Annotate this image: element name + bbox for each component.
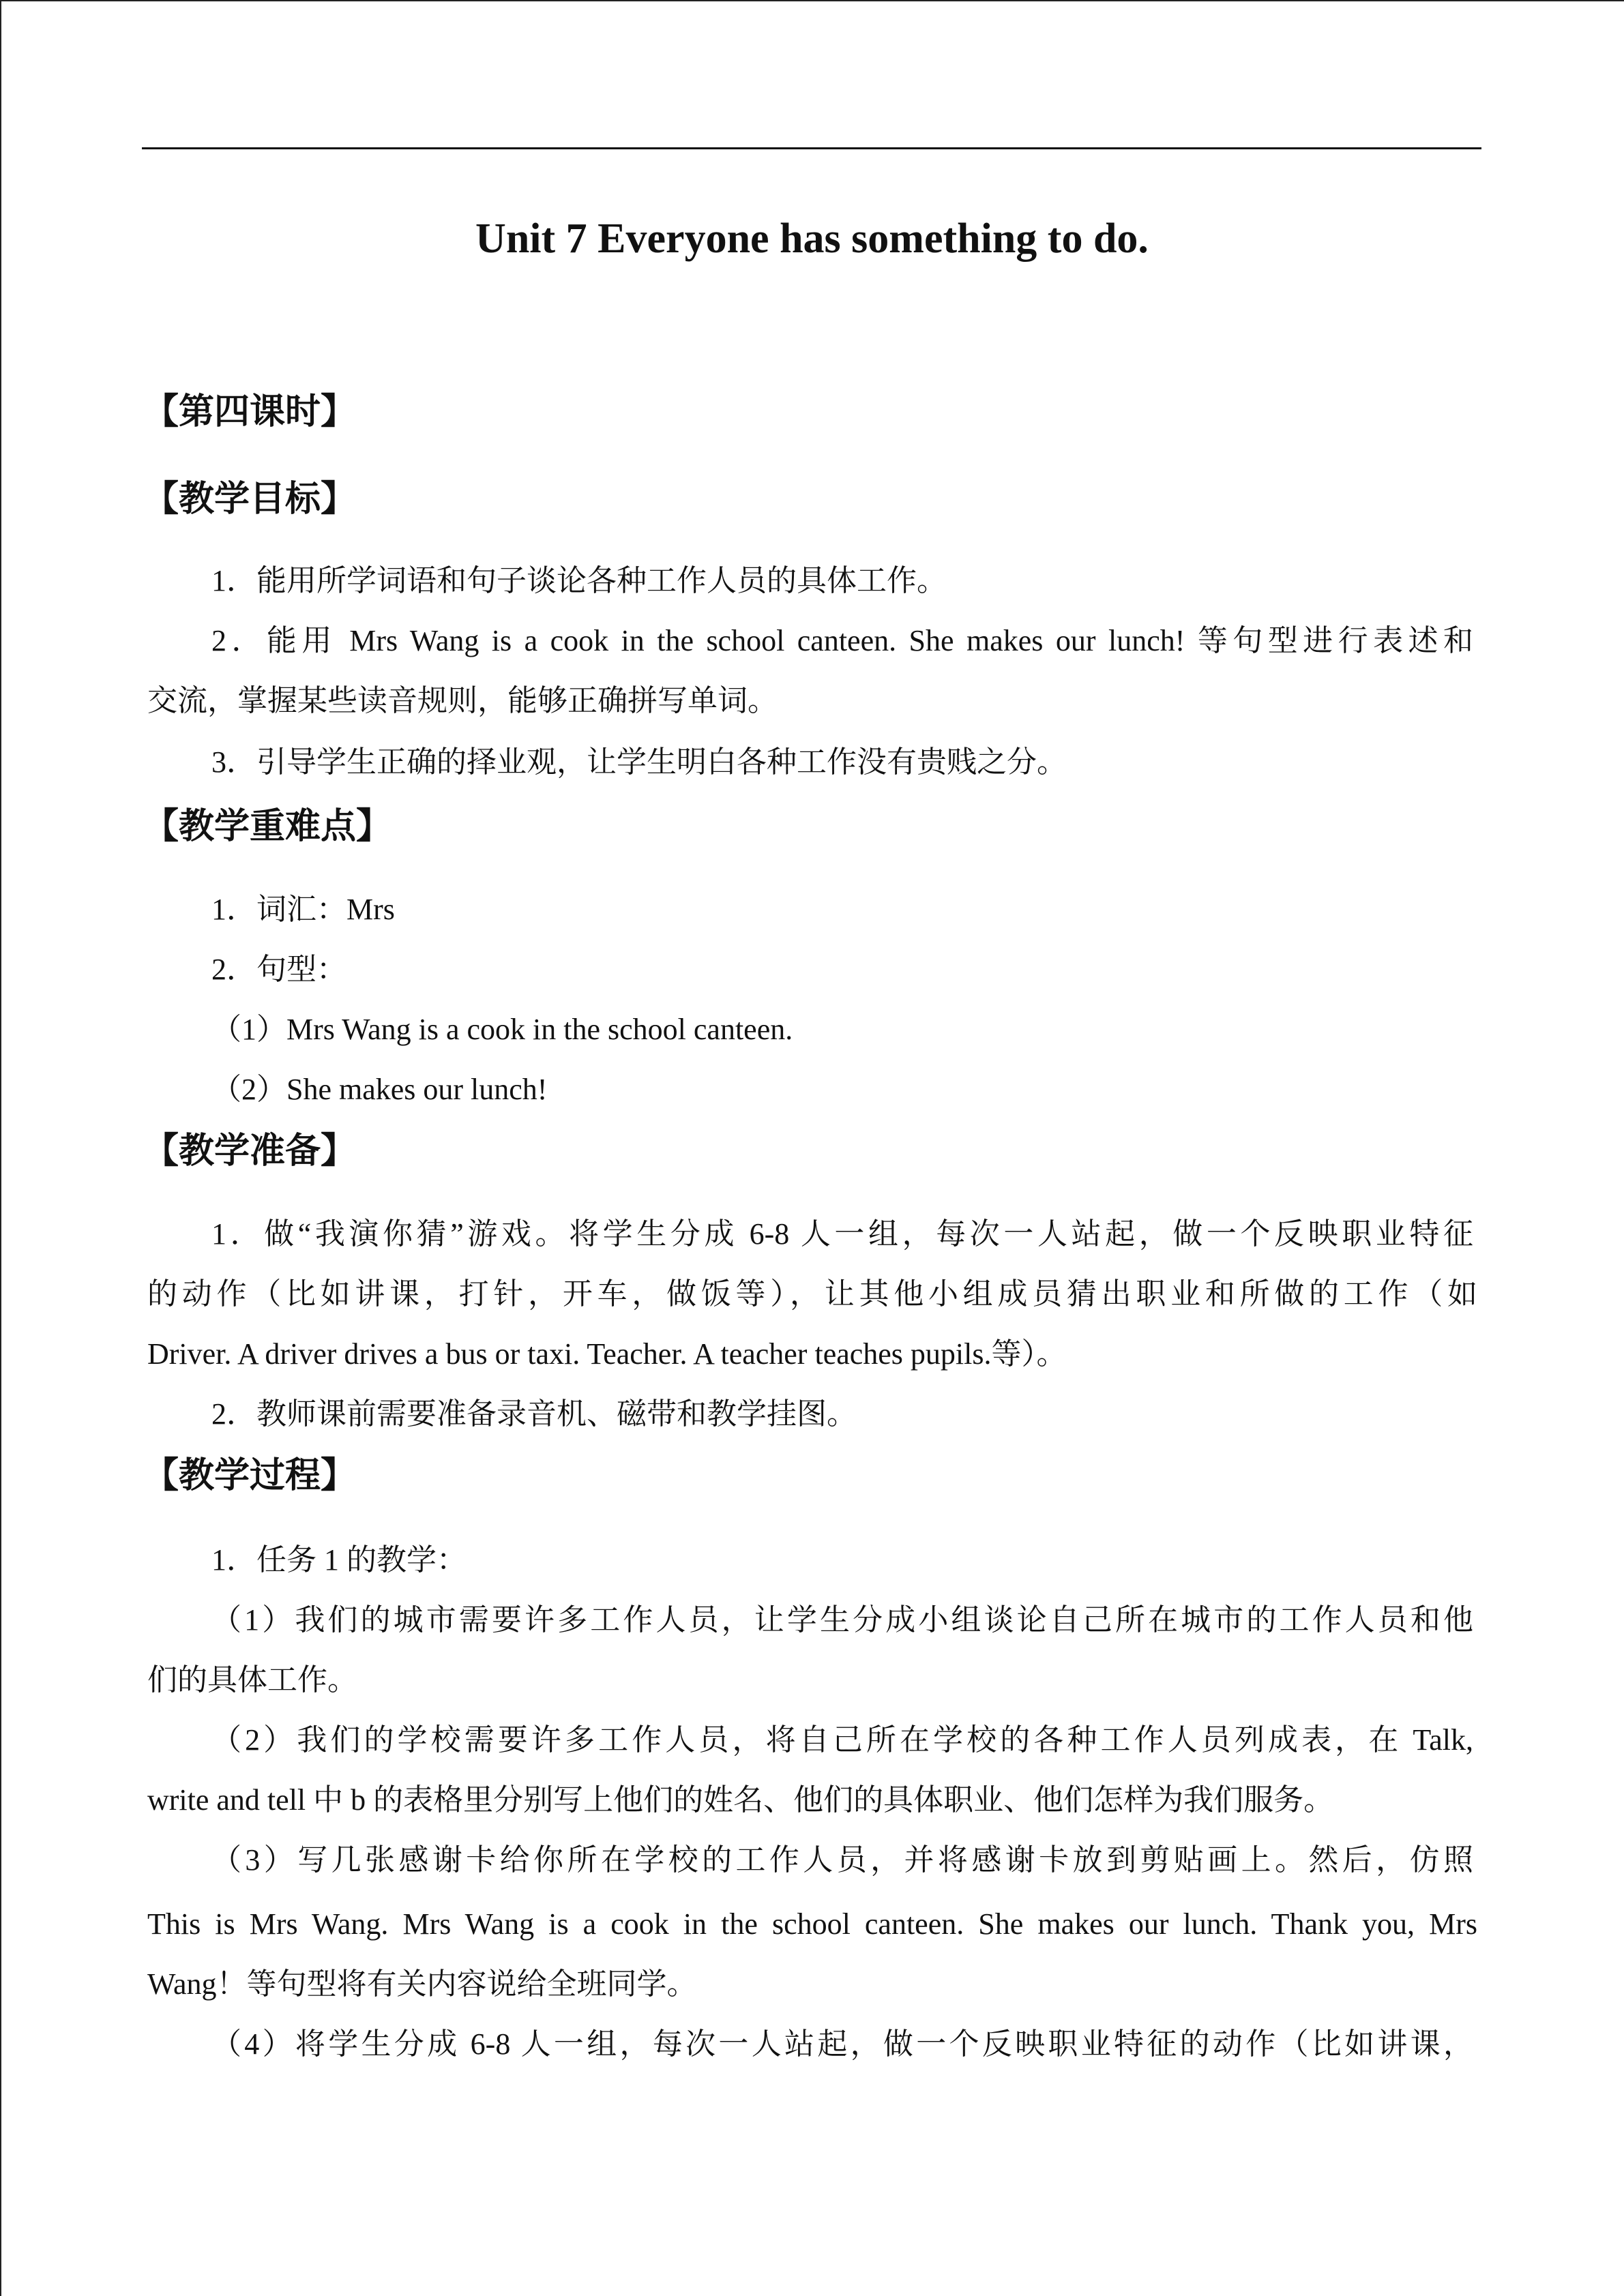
section-keypoints: 【教学重难点】 — [143, 807, 392, 846]
process-step-1-line-1: （1）我们的城市需要许多工作人员，让学生分成小组谈论自己所在城市的工作人员和他 — [211, 1603, 1473, 1637]
preparation-item-1-line-1: 1．做“我演你猜”游戏。将学生分成 6-8 人一组，每次一人站起，做一个反映职业特征 — [211, 1217, 1473, 1251]
process-step-2-line-2: write and tell 中 b 的表格里分别写上他们的姓名、他们的具体职业、他们怎样为我们服务。 — [147, 1783, 1334, 1817]
objective-item-2-line-2: 交流，掌握某些读音规则，能够正确拼写单词。 — [147, 684, 778, 717]
header-rule — [142, 147, 1481, 149]
section-objectives: 【教学目标】 — [143, 480, 357, 519]
process-step-2-line-1: （2）我们的学校需要许多工作人员，将自己所在学校的各种工作人员列成表，在 Talk, — [211, 1723, 1473, 1757]
process-step-3-line-1: （3）写几张感谢卡给你所在学校的工作人员，并将感谢卡放到剪贴画上。然后，仿照 — [211, 1843, 1473, 1877]
section-process: 【教学过程】 — [143, 1457, 357, 1495]
objective-item-3: 3．引导学生正确的择业观，让学生明白各种工作没有贵贱之分。 — [211, 745, 1067, 779]
section-lesson: 【第四课时】 — [143, 393, 357, 432]
objective-item-1: 1．能用所学词语和句子谈论各种工作人员的具体工作。 — [211, 564, 947, 597]
preparation-item-1-line-3: Driver. A driver drives a bus or taxi. Teacher. A teacher teaches pupils.等）。 — [147, 1337, 1067, 1371]
objective-item-2-line-1: 2．能用 Mrs Wang is a cook in the school canteen. She makes our lunch! 等句型进行表述和 — [211, 624, 1473, 657]
section-preparation: 【教学准备】 — [143, 1132, 357, 1171]
process-step-1-line-2: 们的具体工作。 — [147, 1663, 357, 1697]
keypoint-vocab: 1．词汇：Mrs — [211, 893, 395, 926]
process-step-4-line-1: （4）将学生分成 6-8 人一组，每次一人站起，做一个反映职业特征的动作（比如讲课， — [211, 2027, 1473, 2061]
document-title: Unit 7 Everyone has something to do. — [475, 215, 1149, 262]
preparation-item-1-line-2: 的动作（比如讲课，打针，开车，做饭等），让其他小组成员猜出职业和所做的工作（如 — [147, 1277, 1477, 1311]
process-step-3-line-2: This is Mrs Wang. Mrs Wang is a cook in the school canteen. She makes our lunch. Thank you, Mrs — [147, 1907, 1477, 1941]
keypoint-sentence-2: （2）She makes our lunch! — [211, 1073, 548, 1106]
process-step-3-line-3: Wang！等句型将有关内容说给全班同学。 — [147, 1967, 697, 2001]
process-task-1: 1．任务 1 的教学： — [211, 1543, 467, 1577]
keypoint-sentence-1: （1）Mrs Wang is a cook in the school canteen. — [211, 1013, 793, 1046]
preparation-item-2: 2．教师课前需要准备录音机、磁带和教学挂图。 — [211, 1397, 857, 1431]
keypoint-sentences: 2．句型： — [211, 953, 346, 986]
